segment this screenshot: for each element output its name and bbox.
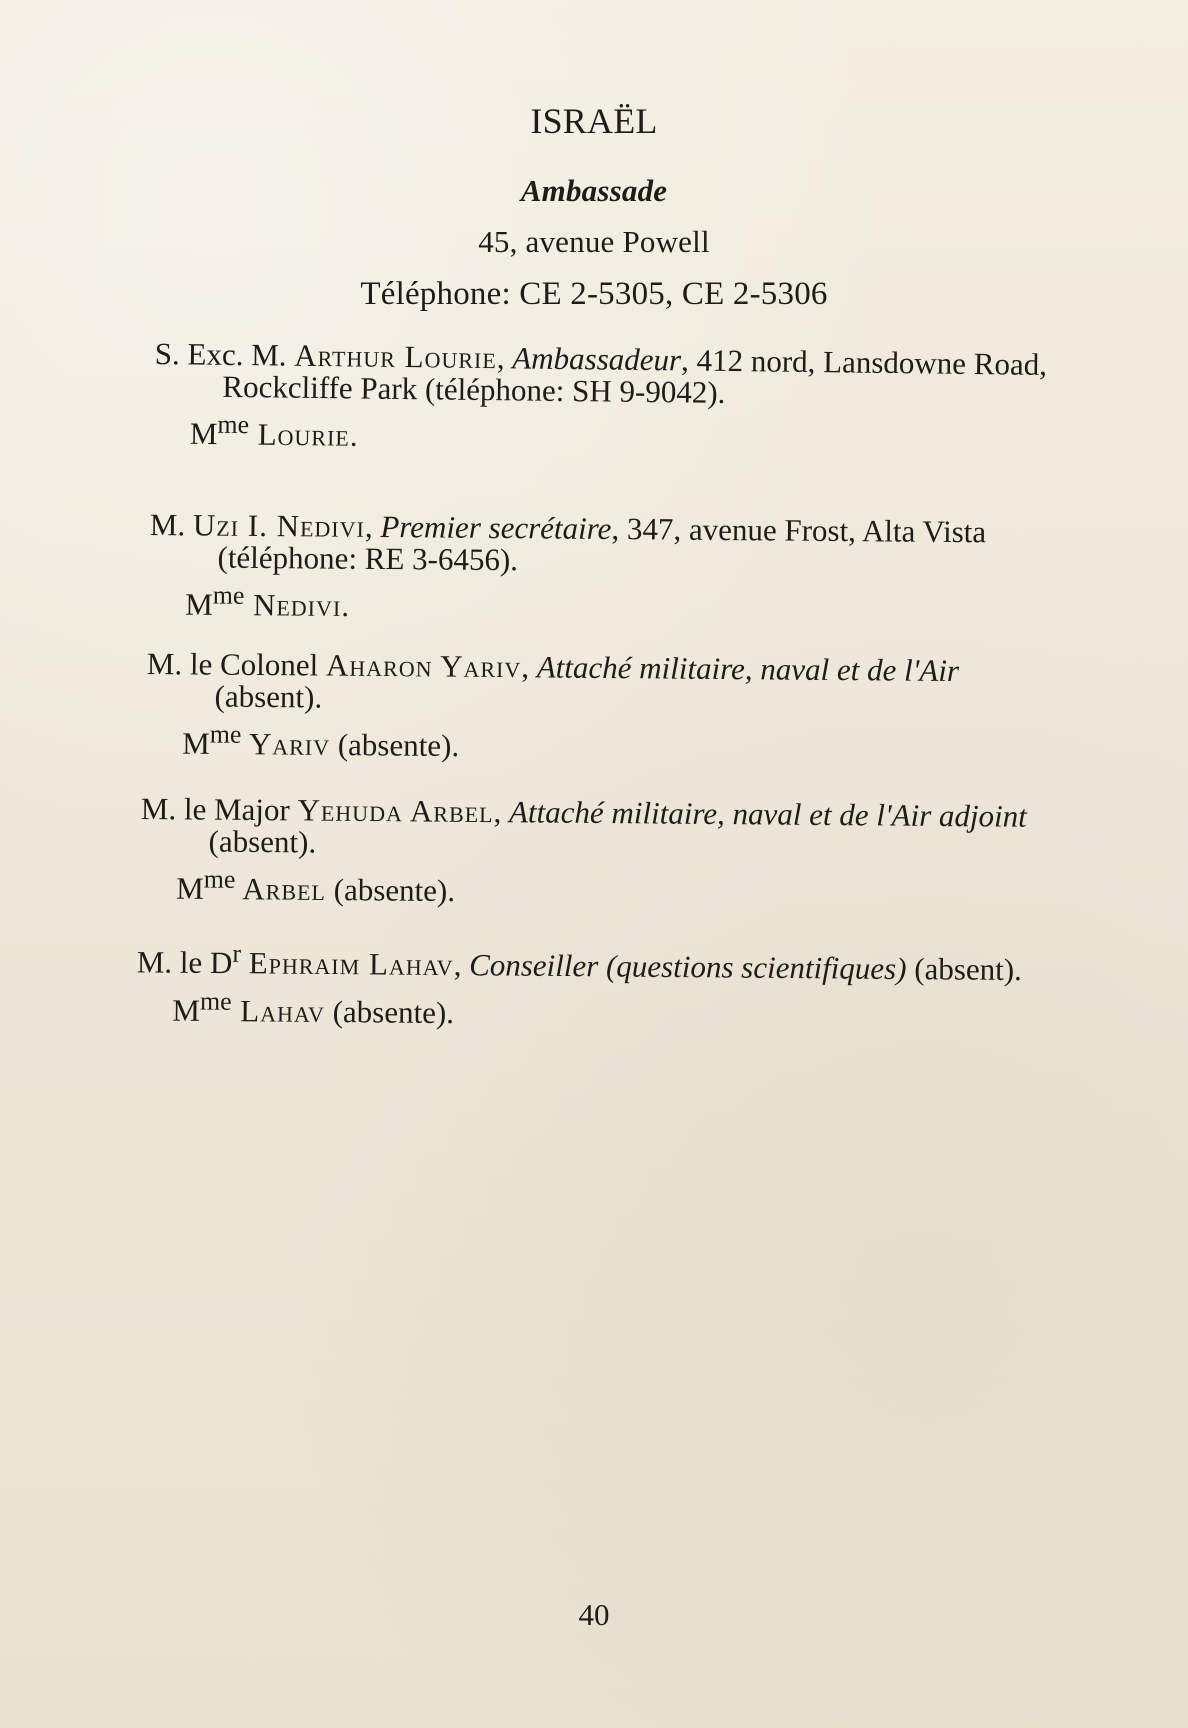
spouse-suffix: (absente). (329, 727, 460, 764)
spouse-line (182, 719, 1066, 768)
spouse-prefix: M (176, 870, 204, 907)
spouse-suffix: . (341, 588, 350, 624)
entry-details: (absent). (906, 951, 1023, 988)
entry-name: Ephraim Lahav (248, 945, 454, 983)
spouse-sup: me (217, 409, 250, 440)
spouse-name: Nedivi (244, 587, 342, 624)
spouse-line (185, 580, 1069, 629)
entry-title: Ambassadeur (512, 340, 682, 378)
spouse-prefix: M (189, 415, 218, 452)
entry-separator: , (453, 947, 470, 983)
entry-main-text (154, 338, 1075, 412)
entry-name: Yehuda Arbel (297, 792, 494, 830)
spouse-prefix: M (185, 586, 213, 623)
entry-details: , 412 nord, Lansdowne Road, Rockcliffe Park (téléphone: SH 9-9042). (222, 342, 1048, 410)
spouse-name: Lourie (248, 416, 351, 453)
entry-separator: , (496, 340, 513, 376)
spouse-line (172, 988, 1056, 1034)
entry-prefix: M. le D (136, 944, 233, 981)
spouse-prefix: M (182, 725, 210, 762)
spouse-suffix: (absente). (324, 993, 455, 1031)
spouse-line (189, 409, 1074, 461)
spouse-sup: me (199, 986, 232, 1016)
entry-ambassador (154, 338, 1075, 460)
entry-details: , 347, avenue Frost, Alta Vista (téléphone: RE 3-6456). (217, 511, 987, 577)
page-number: 40 (578, 1597, 610, 1632)
entry-deputy-attache (140, 793, 1061, 912)
spouse-prefix: M (172, 992, 201, 1028)
entry-first-secretary (149, 509, 1070, 628)
entry-scientific-counsellor (136, 940, 1057, 1034)
entry-main-text (140, 793, 1061, 864)
spouse-sup: me (203, 864, 236, 895)
country-heading: ISRAËL (530, 101, 658, 141)
embassy-address: 45, avenue Powell (478, 224, 710, 259)
spouse-name: Arbel (235, 871, 327, 908)
entry-title: Attaché militaire, naval et de l'Air (536, 649, 960, 689)
entry-separator: , (364, 508, 381, 545)
entry-title: Conseiller (questions scientifiques) (469, 947, 907, 987)
entry-name: Arthur Lourie (294, 337, 498, 376)
embassy-phone: Téléphone: CE 2-5305, CE 2-5306 (360, 276, 828, 312)
entry-details: (absent). (208, 823, 317, 860)
entry-main-text (137, 940, 1057, 986)
entry-prefix: M. le Colonel (146, 646, 327, 683)
entry-prefix: S. Exc. M. (154, 336, 295, 373)
entry-name: Uzi I. Nedivi (192, 507, 366, 544)
entry-prefix: M. le Major (140, 791, 298, 828)
spouse-sup: me (209, 719, 242, 750)
entry-prefix: M. (149, 507, 194, 543)
spouse-suffix: (absente). (325, 872, 456, 909)
entry-prefix-sup: r (232, 938, 242, 968)
entry-military-attache (146, 648, 1067, 767)
spouse-name: Yariv (241, 726, 331, 763)
spouse-line (176, 864, 1060, 913)
entry-title: Attaché militaire, naval et de l'Air adjoint (508, 794, 1027, 834)
spouse-sup: me (212, 580, 245, 611)
spouse-suffix: . (349, 417, 358, 454)
entry-main-text (149, 509, 1070, 580)
entry-separator: , (521, 649, 537, 685)
section-heading: Ambassade (520, 173, 668, 208)
entry-title: Premier secrétaire (380, 509, 612, 547)
entry-details: (absent). (214, 678, 323, 715)
entry-separator: , (493, 794, 510, 830)
entry-name: Aharon Yariv (325, 647, 522, 685)
entry-main-text (146, 648, 1067, 719)
spouse-name: Lahav (231, 993, 326, 1029)
